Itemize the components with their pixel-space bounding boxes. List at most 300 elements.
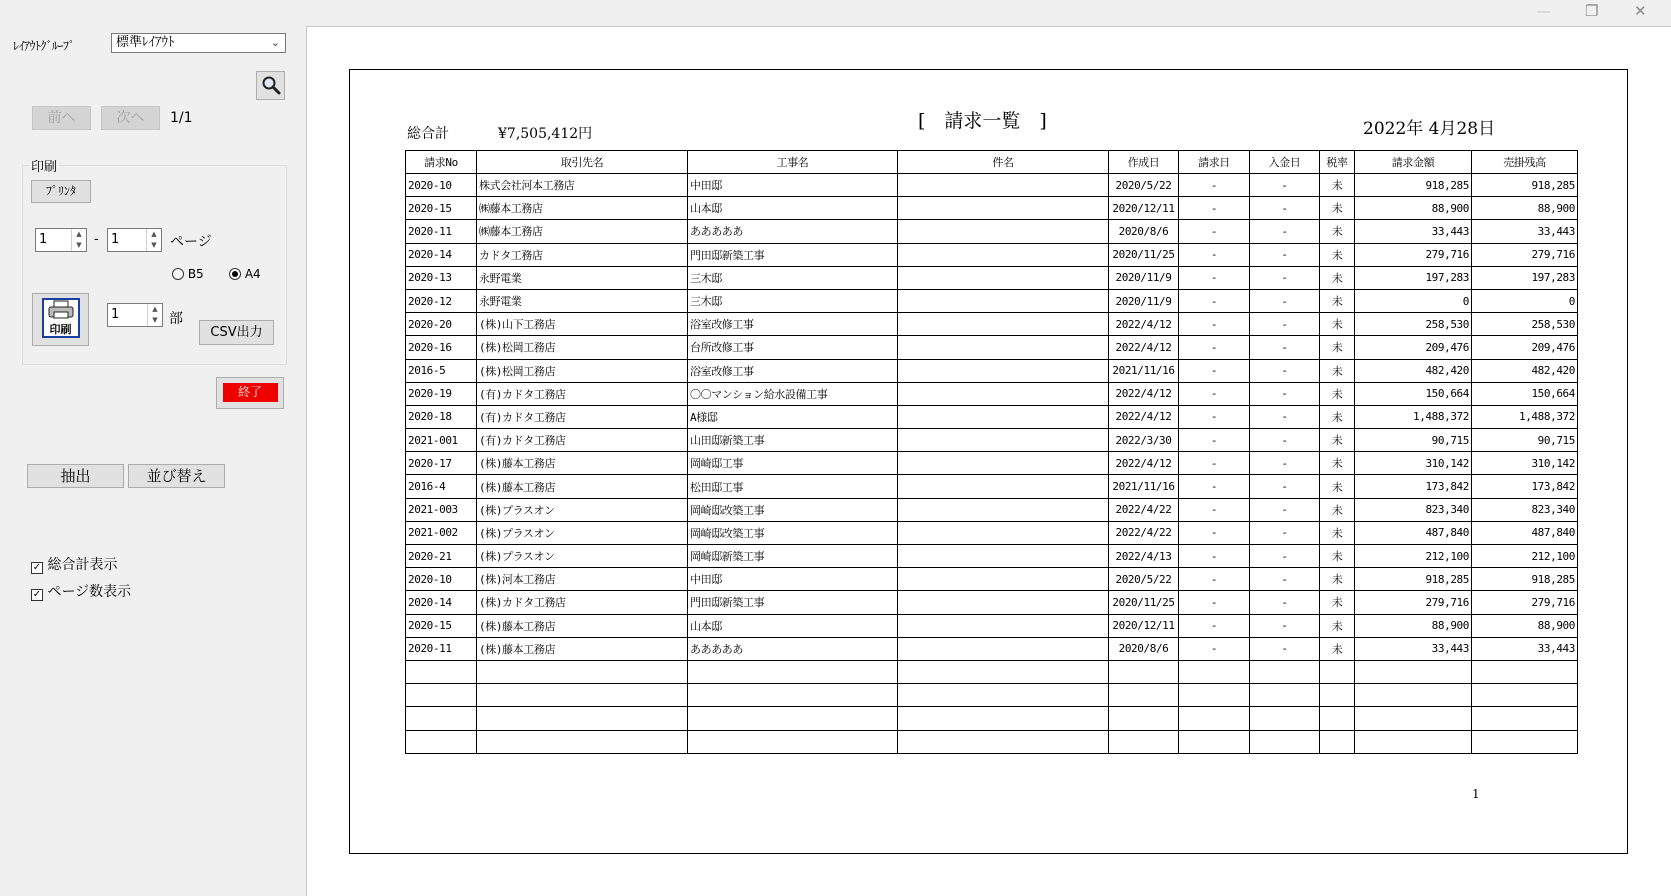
- checkbox-show-total[interactable]: ✓: [32, 562, 42, 573]
- table-cell: 2022/4/12: [1109, 452, 1179, 475]
- table-cell: -: [1179, 336, 1250, 359]
- table-cell: 279,716: [1472, 591, 1578, 614]
- table-cell: [1109, 730, 1179, 753]
- table-cell: [477, 730, 688, 753]
- table-cell: -: [1179, 475, 1250, 498]
- exit-button[interactable]: [216, 377, 284, 409]
- table-cell: [406, 684, 477, 707]
- table-cell: -: [1250, 637, 1320, 660]
- layout-group-value: 標準ﾚｲｱｳﾄ: [116, 35, 175, 50]
- table-cell: -: [1250, 498, 1320, 521]
- table-cell: 1,488,372: [1355, 405, 1472, 428]
- table-cell: 2022/3/30: [1109, 429, 1179, 452]
- next-button[interactable]: 次へ: [101, 106, 160, 130]
- table-row: [406, 359, 1578, 382]
- table-cell: [898, 521, 1109, 544]
- table-cell: 未: [1320, 591, 1355, 614]
- table-cell: 中田邸: [688, 568, 898, 591]
- table-cell: 浴室改修工事: [688, 359, 898, 382]
- total-value: ¥7,505,412円: [498, 126, 593, 142]
- table-cell: -: [1179, 429, 1250, 452]
- table-cell: 90,715: [1472, 429, 1578, 452]
- table-cell: 482,420: [1472, 359, 1578, 382]
- table-cell: [898, 707, 1109, 730]
- show-page-count-label: ページ数表示: [47, 584, 132, 600]
- table-cell: [1320, 730, 1355, 753]
- table-cell: 173,842: [1355, 475, 1472, 498]
- table-cell: 279,716: [1355, 243, 1472, 266]
- table-cell: -: [1250, 382, 1320, 405]
- table-cell: [898, 313, 1109, 336]
- table-cell: 88,900: [1355, 197, 1472, 220]
- table-cell: [688, 660, 898, 683]
- table-cell: 株式会社河本工務店: [477, 174, 688, 197]
- table-cell: 2020/8/6: [1109, 220, 1179, 243]
- table-cell: [898, 545, 1109, 568]
- exit-button-label: 終了: [223, 383, 278, 402]
- table-cell: [898, 382, 1109, 405]
- table-cell: -: [1250, 359, 1320, 382]
- table-cell: [898, 220, 1109, 243]
- table-cell: [898, 637, 1109, 660]
- table-cell: 88,900: [1472, 614, 1578, 637]
- table-cell: 173,842: [1472, 475, 1578, 498]
- table-cell: 2022/4/12: [1109, 405, 1179, 428]
- page-suffix-label: ページ: [170, 234, 212, 250]
- table-cell: [477, 707, 688, 730]
- table-cell: (株)プラスオン: [477, 498, 688, 521]
- table-cell: (株)カドタ工務店: [477, 591, 688, 614]
- column-header: 入金日: [1250, 151, 1320, 174]
- close-icon[interactable]: ✕: [1634, 2, 1647, 20]
- table-cell: -: [1179, 359, 1250, 382]
- table-row: [406, 545, 1578, 568]
- table-row: [406, 243, 1578, 266]
- table-cell: 2020/11/9: [1109, 289, 1179, 312]
- table-row: [406, 266, 1578, 289]
- table-cell: 未: [1320, 289, 1355, 312]
- table-row: [406, 313, 1578, 336]
- table-row: [406, 637, 1578, 660]
- table-cell: -: [1179, 637, 1250, 660]
- table-cell: 2020-19: [406, 382, 477, 405]
- copies-stepper[interactable]: [107, 303, 163, 327]
- table-cell: [1179, 684, 1250, 707]
- table-cell: (株)松岡工務店: [477, 336, 688, 359]
- table-cell: -: [1250, 266, 1320, 289]
- restore-icon[interactable]: ❐: [1585, 2, 1599, 20]
- table-cell: (有)カドタ工務店: [477, 405, 688, 428]
- table-cell: 2022/4/13: [1109, 545, 1179, 568]
- table-cell: 88,900: [1472, 197, 1578, 220]
- table-cell: 487,840: [1355, 521, 1472, 544]
- table-cell: -: [1250, 220, 1320, 243]
- paper-a4-label: A4: [244, 267, 261, 281]
- table-cell: [1320, 660, 1355, 683]
- table-cell: -: [1250, 521, 1320, 544]
- checkbox-show-page-count[interactable]: ✓: [32, 589, 42, 600]
- table-cell: 2020-12: [406, 289, 477, 312]
- table-cell: 岡崎邸改築工事: [688, 498, 898, 521]
- table-cell: [477, 684, 688, 707]
- table-cell: 未: [1320, 243, 1355, 266]
- table-cell: 未: [1320, 545, 1355, 568]
- table-cell: 未: [1320, 405, 1355, 428]
- table-cell: [1355, 707, 1472, 730]
- table-cell: 2021-003: [406, 498, 477, 521]
- table-cell: 2020-11: [406, 637, 477, 660]
- table-cell: 未: [1320, 197, 1355, 220]
- magnifier-icon: [261, 75, 281, 95]
- table-cell: 2021/11/16: [1109, 359, 1179, 382]
- table-cell: 2020-15: [406, 197, 477, 220]
- table-cell: 150,664: [1472, 382, 1578, 405]
- table-cell: 487,840: [1472, 521, 1578, 544]
- table-cell: [1472, 684, 1578, 707]
- sort-button[interactable]: 並び替え: [128, 464, 225, 488]
- table-cell: 209,476: [1472, 336, 1578, 359]
- printer-button[interactable]: ﾌﾟﾘﾝﾀ: [31, 180, 91, 203]
- table-cell: 2020-18: [406, 405, 477, 428]
- table-cell: 山田邸新築工事: [688, 429, 898, 452]
- table-cell: 未: [1320, 174, 1355, 197]
- table-row: [406, 521, 1578, 544]
- print-group-title: 印刷: [29, 156, 59, 175]
- paper-b5-option[interactable]: [172, 267, 204, 281]
- table-cell: -: [1250, 429, 1320, 452]
- layout-group-select[interactable]: [111, 33, 286, 53]
- table-cell: 2020-16: [406, 336, 477, 359]
- table-cell: 310,142: [1472, 452, 1578, 475]
- table-cell: 未: [1320, 637, 1355, 660]
- report-title: [ 請求一覧 ]: [918, 110, 1047, 132]
- table-cell: -: [1179, 452, 1250, 475]
- column-header: 取引先名: [477, 151, 688, 174]
- table-cell: あああああ: [688, 220, 898, 243]
- table-cell: [898, 591, 1109, 614]
- table-cell: [898, 660, 1109, 683]
- show-page-count-option[interactable]: [31, 581, 131, 601]
- table-cell: 2020/11/25: [1109, 243, 1179, 266]
- table-cell: [898, 359, 1109, 382]
- page-from-stepper[interactable]: [35, 228, 87, 252]
- table-cell: 中田邸: [688, 174, 898, 197]
- table-row: [406, 336, 1578, 359]
- table-cell: [898, 266, 1109, 289]
- table-cell: 2020/5/22: [1109, 174, 1179, 197]
- table-cell: 浴室改修工事: [688, 313, 898, 336]
- print-button-label: 印刷: [49, 323, 72, 336]
- table-row: [406, 614, 1578, 637]
- table-cell: -: [1250, 336, 1320, 359]
- table-cell: 2020/12/11: [1109, 614, 1179, 637]
- table-cell: 未: [1320, 220, 1355, 243]
- table-cell: 岡崎邸工事: [688, 452, 898, 475]
- table-cell: [1250, 660, 1320, 683]
- table-row: [406, 197, 1578, 220]
- table-cell: (株)プラスオン: [477, 545, 688, 568]
- table-row: [406, 452, 1578, 475]
- table-cell: 1,488,372: [1472, 405, 1578, 428]
- table-row: [406, 498, 1578, 521]
- table-cell: [1179, 660, 1250, 683]
- table-cell: 33,443: [1472, 637, 1578, 660]
- table-cell: 2021-002: [406, 521, 477, 544]
- page-to-stepper[interactable]: [107, 228, 162, 252]
- table-cell: [1320, 707, 1355, 730]
- table-cell: -: [1179, 521, 1250, 544]
- search-button[interactable]: [256, 71, 285, 100]
- table-cell: 2022/4/22: [1109, 498, 1179, 521]
- table-row: [406, 475, 1578, 498]
- table-cell: 未: [1320, 452, 1355, 475]
- table-cell: (株)藤本工務店: [477, 452, 688, 475]
- print-button[interactable]: [32, 293, 89, 346]
- invoice-table: [405, 150, 1578, 754]
- table-cell: (株)河本工務店: [477, 568, 688, 591]
- table-cell: [898, 614, 1109, 637]
- table-cell: 2020/5/22: [1109, 568, 1179, 591]
- table-cell: [898, 452, 1109, 475]
- column-header: 作成日: [1109, 151, 1179, 174]
- table-cell: 209,476: [1355, 336, 1472, 359]
- table-cell: 2020-10: [406, 568, 477, 591]
- table-cell: -: [1250, 405, 1320, 428]
- table-cell: 門田邸新築工事: [688, 243, 898, 266]
- table-cell: 2020-17: [406, 452, 477, 475]
- table-cell: -: [1250, 475, 1320, 498]
- table-cell: 2020-14: [406, 591, 477, 614]
- table-cell: -: [1250, 568, 1320, 591]
- table-cell: [1179, 730, 1250, 753]
- minimize-icon[interactable]: —: [1536, 2, 1551, 20]
- table-cell: (株)山下工務店: [477, 313, 688, 336]
- table-cell: -: [1179, 197, 1250, 220]
- csv-export-button[interactable]: CSV出力: [199, 320, 274, 345]
- table-cell: 2020/8/6: [1109, 637, 1179, 660]
- radio-a4[interactable]: [229, 268, 241, 280]
- table-cell: 2020-20: [406, 313, 477, 336]
- table-cell: 33,443: [1355, 220, 1472, 243]
- page-number: 1: [1472, 787, 1480, 801]
- table-cell: 未: [1320, 266, 1355, 289]
- table-cell: 2022/4/12: [1109, 313, 1179, 336]
- table-cell: (株)藤本工務店: [477, 637, 688, 660]
- table-cell: 823,340: [1472, 498, 1578, 521]
- table-row: [406, 707, 1578, 730]
- table-cell: [898, 730, 1109, 753]
- table-cell: [898, 684, 1109, 707]
- table-cell: 33,443: [1472, 220, 1578, 243]
- table-cell: 2016-4: [406, 475, 477, 498]
- table-cell: -: [1250, 174, 1320, 197]
- column-header: 工事名: [688, 151, 898, 174]
- table-row: [406, 405, 1578, 428]
- table-cell: -: [1179, 545, 1250, 568]
- table-cell: (株)松岡工務店: [477, 359, 688, 382]
- copies-value: 1: [111, 307, 120, 322]
- table-cell: -: [1250, 452, 1320, 475]
- table-cell: 2020-15: [406, 614, 477, 637]
- table-cell: 台所改修工事: [688, 336, 898, 359]
- table-cell: 松田邸工事: [688, 475, 898, 498]
- table-cell: -: [1250, 313, 1320, 336]
- table-cell: カドタ工務店: [477, 243, 688, 266]
- table-cell: [898, 429, 1109, 452]
- table-cell: 2022/4/22: [1109, 521, 1179, 544]
- table-cell: 未: [1320, 568, 1355, 591]
- table-cell: 90,715: [1355, 429, 1472, 452]
- table-cell: 未: [1320, 313, 1355, 336]
- table-cell: 〇〇マンション給水設備工事: [688, 382, 898, 405]
- table-cell: 未: [1320, 614, 1355, 637]
- table-cell: -: [1179, 614, 1250, 637]
- table-cell: [1179, 707, 1250, 730]
- column-header: 売掛残高: [1472, 151, 1578, 174]
- table-cell: 山本邸: [688, 614, 898, 637]
- table-cell: [898, 475, 1109, 498]
- table-cell: -: [1250, 545, 1320, 568]
- page-from-value: 1: [39, 232, 48, 247]
- table-cell: 永野電業: [477, 289, 688, 312]
- table-cell: 2020-21: [406, 545, 477, 568]
- show-total-label: 総合計表示: [47, 557, 118, 573]
- table-cell: 未: [1320, 498, 1355, 521]
- column-header: 件名: [898, 151, 1109, 174]
- table-cell: 212,100: [1472, 545, 1578, 568]
- table-cell: [1355, 660, 1472, 683]
- chevron-down-icon: ⌄: [270, 36, 280, 49]
- table-cell: 0: [1472, 289, 1578, 312]
- table-cell: 2020/12/11: [1109, 197, 1179, 220]
- table-cell: (株)藤本工務店: [477, 475, 688, 498]
- table-cell: 2020-14: [406, 243, 477, 266]
- table-cell: 0: [1355, 289, 1472, 312]
- table-row: [406, 429, 1578, 452]
- spin-arrows-icon[interactable]: ▲ ▼: [71, 229, 86, 251]
- table-cell: 482,420: [1355, 359, 1472, 382]
- table-cell: (有)カドタ工務店: [477, 382, 688, 405]
- table-cell: -: [1250, 243, 1320, 266]
- table-cell: [1109, 660, 1179, 683]
- table-cell: 918,285: [1355, 174, 1472, 197]
- table-cell: 258,530: [1472, 313, 1578, 336]
- table-cell: -: [1179, 498, 1250, 521]
- table-cell: 岡崎邸改築工事: [688, 521, 898, 544]
- table-cell: [1250, 684, 1320, 707]
- table-cell: -: [1179, 174, 1250, 197]
- table-cell: [1355, 684, 1472, 707]
- table-cell: 212,100: [1355, 545, 1472, 568]
- table-cell: -: [1179, 382, 1250, 405]
- table-cell: 2021-001: [406, 429, 477, 452]
- table-cell: 永野電業: [477, 266, 688, 289]
- table-cell: 150,664: [1355, 382, 1472, 405]
- table-cell: [406, 707, 477, 730]
- page-to-value: 1: [111, 232, 120, 247]
- table-cell: 未: [1320, 336, 1355, 359]
- table-cell: [1472, 660, 1578, 683]
- paper-a4-option[interactable]: [229, 267, 261, 281]
- table-cell: -: [1179, 243, 1250, 266]
- table-cell: 未: [1320, 359, 1355, 382]
- table-cell: 三木邸: [688, 266, 898, 289]
- table-cell: [898, 243, 1109, 266]
- table-cell: -: [1179, 289, 1250, 312]
- table-cell: 197,283: [1472, 266, 1578, 289]
- table-cell: 279,716: [1355, 591, 1472, 614]
- table-cell: 未: [1320, 429, 1355, 452]
- table-cell: 918,285: [1472, 174, 1578, 197]
- total-label: 総合計: [407, 126, 449, 142]
- table-cell: (株)プラスオン: [477, 521, 688, 544]
- table-cell: 918,285: [1355, 568, 1472, 591]
- table-row: [406, 730, 1578, 753]
- table-cell: 33,443: [1355, 637, 1472, 660]
- table-row: [406, 568, 1578, 591]
- table-cell: 310,142: [1355, 452, 1472, 475]
- page-range-dash: -: [94, 232, 99, 247]
- spin-arrows-icon[interactable]: ▲ ▼: [147, 304, 162, 326]
- table-cell: -: [1179, 220, 1250, 243]
- table-cell: 岡崎邸新築工事: [688, 545, 898, 568]
- table-cell: 2022/4/12: [1109, 336, 1179, 359]
- paper-b5-label: B5: [187, 267, 204, 281]
- table-header-row: [406, 151, 1578, 174]
- table-cell: [1472, 730, 1578, 753]
- table-cell: [1320, 684, 1355, 707]
- table-cell: 三木邸: [688, 289, 898, 312]
- prev-button[interactable]: 前へ: [32, 106, 91, 130]
- table-cell: 2022/4/12: [1109, 382, 1179, 405]
- table-cell: 未: [1320, 382, 1355, 405]
- table-cell: 2016-5: [406, 359, 477, 382]
- table-cell: -: [1179, 568, 1250, 591]
- layout-group-label: ﾚｲｱｳﾄｸﾞﾙｰﾌﾟ: [13, 39, 75, 53]
- column-header: 請求日: [1179, 151, 1250, 174]
- page-indicator: 1/1: [170, 110, 193, 126]
- table-cell: [1355, 730, 1472, 753]
- show-total-option[interactable]: [31, 554, 117, 574]
- table-cell: [898, 197, 1109, 220]
- table-cell: 2020-11: [406, 220, 477, 243]
- table-cell: 2020/11/9: [1109, 266, 1179, 289]
- table-cell: 918,285: [1472, 568, 1578, 591]
- table-cell: [898, 568, 1109, 591]
- table-row: [406, 660, 1578, 683]
- table-cell: 2020/11/25: [1109, 591, 1179, 614]
- table-cell: [898, 498, 1109, 521]
- table-cell: 2020-13: [406, 266, 477, 289]
- extract-button[interactable]: 抽出: [27, 464, 124, 488]
- table-cell: -: [1179, 313, 1250, 336]
- table-cell: [688, 707, 898, 730]
- table-cell: (株)藤本工務店: [477, 614, 688, 637]
- table-cell: -: [1250, 591, 1320, 614]
- table-row: [406, 382, 1578, 405]
- table-cell: [688, 684, 898, 707]
- table-cell: ㈱藤本工務店: [477, 197, 688, 220]
- spin-arrows-icon[interactable]: ▲ ▼: [146, 229, 161, 251]
- table-cell: A様邸: [688, 405, 898, 428]
- table-cell: 2021/11/16: [1109, 475, 1179, 498]
- radio-b5[interactable]: [172, 268, 184, 280]
- column-header: 請求金額: [1355, 151, 1472, 174]
- table-cell: 山本邸: [688, 197, 898, 220]
- printer-icon: [46, 300, 76, 320]
- table-cell: [477, 660, 688, 683]
- table-cell: [1250, 730, 1320, 753]
